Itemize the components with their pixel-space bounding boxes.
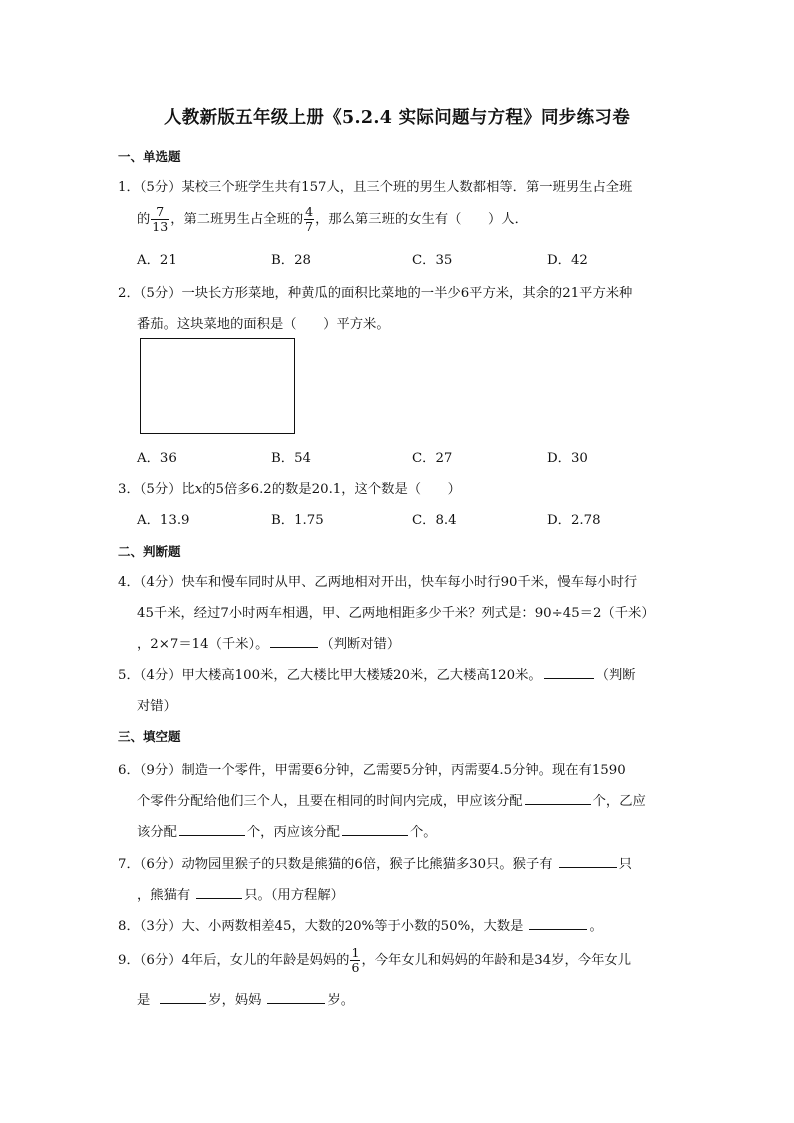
question-2-line-2: 番茄。这块菜地的面积是（ ）平方米。 [137,317,390,332]
option-a[interactable]: A．21 [137,253,177,268]
page-title: 人教新版五年级上册《5.2.4 实际问题与方程》同步练习卷 [163,108,630,128]
answer-blank[interactable] [270,634,318,648]
fraction-numerator: 1 [351,945,360,960]
answer-blank[interactable] [179,822,245,836]
question-6-text-a: 个零件分配给他们三个人，且要在相同的时间内完成，甲应该分配 [137,794,523,809]
question-8-line-1 [118,915,603,934]
fraction-4-7 [304,205,314,234]
question-5-text-b: （判断 [595,668,636,683]
question-6-line-1: 6．（9分）制造一个零件，甲需要6分钟，乙需要5分钟，丙需要4.5分钟。现在有1590 [118,763,626,778]
fraction-7-13 [151,205,169,234]
answer-blank[interactable] [529,916,587,930]
question-6-line-2 [137,790,646,809]
question-6-text-d: 个，丙应该分配 [246,825,340,840]
question-6-text-b: 个，乙应 [592,794,646,809]
answer-blank[interactable] [196,885,242,899]
question-9-text-e: 岁。 [327,993,355,1008]
question-4-line-1: 4．（4分）快车和慢车同时从甲、乙两地相对开出，快车每小时行90千米，慢车每小时行 [118,575,638,590]
option-c[interactable]: C．35 [412,253,453,268]
fraction-denominator: 13 [152,219,169,234]
question-5-line-2: 对错） [137,699,177,714]
question-9-line-1 [118,946,631,975]
option-b[interactable]: B．28 [271,253,311,268]
question-2-line-1: 2．（5分）一块长方形菜地，种黄瓜的面积比菜地的一半少6平方米，其余的21平方米种 [118,286,633,301]
option-b[interactable]: B．1.75 [271,513,324,528]
section-heading-true-false: 二、判断题 [118,544,181,559]
question-4-text-a: ，2×7＝14（千米）。 [137,637,269,652]
question-6-text-c: 该分配 [137,825,177,840]
question-1-text-a: 的 [137,212,151,227]
answer-blank[interactable] [267,990,325,1004]
answer-blank[interactable] [544,665,594,679]
question-2-options [137,447,682,465]
question-9-text-d: 岁，妈妈 [208,993,262,1008]
question-7-line-1 [118,853,632,872]
question-9-text-c: 是 [137,993,151,1008]
question-1-line-1: 1．（5分）某校三个班学生共有157人，且三个班的男生人数都相等．第一班男生占全班 [118,180,633,195]
question-3-text-a: 3．（5分）比 [118,482,195,497]
option-b[interactable]: B．54 [271,451,311,466]
option-a[interactable]: A．36 [137,451,177,466]
question-5-text-a: 5．（4分）甲大楼高100米，乙大楼比甲大楼矮20米，乙大楼高120米。 [118,668,542,683]
option-c[interactable]: C．27 [412,451,453,466]
question-5-line-1 [118,664,636,683]
question-9-line-2 [137,989,354,1008]
fraction-numerator: 4 [305,204,314,219]
variable-x: x [194,482,203,497]
section-heading-single-choice: 一、单选题 [118,149,181,164]
question-4-text-b: （判断对错） [320,637,401,652]
answer-blank[interactable] [525,791,591,805]
question-7-text-c: ，熊猫有 [137,888,191,903]
question-9-text-a: 9．（6分）4年后，女儿的年龄是妈妈的 [118,953,350,968]
option-a[interactable]: A．13.9 [137,513,190,528]
question-4-line-3 [137,633,400,652]
question-3-text-b: 的5倍多6.2的数是20.1，这个数是（ ） [202,482,461,497]
question-7-text-a: 7．（6分）动物园里猴子的只数是熊猫的6倍，猴子比熊猫多30只。猴子有 [118,857,553,872]
question-1-text-b: ，第二班男生占全班的 [170,212,304,227]
fraction-numerator: 7 [151,205,169,220]
answer-blank[interactable] [342,822,408,836]
question-3-options [137,509,682,527]
question-1-line-2 [137,205,528,234]
option-d[interactable]: D．42 [547,253,588,268]
rectangle-figure [140,338,295,434]
question-7-text-b: 只 [618,857,632,872]
question-8-text-a: 8．（3分）大、小两数相差45，大数的20%等于小数的50%，大数是 [118,919,524,934]
fraction-denominator: 7 [305,219,314,234]
fraction-1-6 [350,946,360,975]
option-c[interactable]: C．8.4 [412,513,457,528]
option-d[interactable]: D．30 [547,451,588,466]
question-7-text-d: 只。（用方程解） [244,888,344,903]
option-d[interactable]: D．2.78 [547,513,601,528]
question-7-line-2 [137,884,344,903]
question-6-line-3 [137,821,437,840]
question-4-line-2: 45千米，经过7小时两车相遇，甲、乙两地相距多少千米？列式是：90÷45＝2（千米） [137,606,655,621]
question-1-options [137,249,682,267]
question-6-text-e: 个。 [409,825,437,840]
answer-blank[interactable] [160,990,206,1004]
question-1-text-c: ，那么第三班的女生有（ ）人． [315,212,528,227]
question-3-line-1 [118,478,461,497]
section-heading-fill-blank: 三、填空题 [118,729,181,744]
question-8-text-b: 。 [589,919,603,934]
answer-blank[interactable] [559,854,617,868]
fraction-denominator: 6 [351,960,360,975]
question-9-text-b: ，今年女儿和妈妈的年龄和是34岁，今年女儿 [361,953,631,968]
